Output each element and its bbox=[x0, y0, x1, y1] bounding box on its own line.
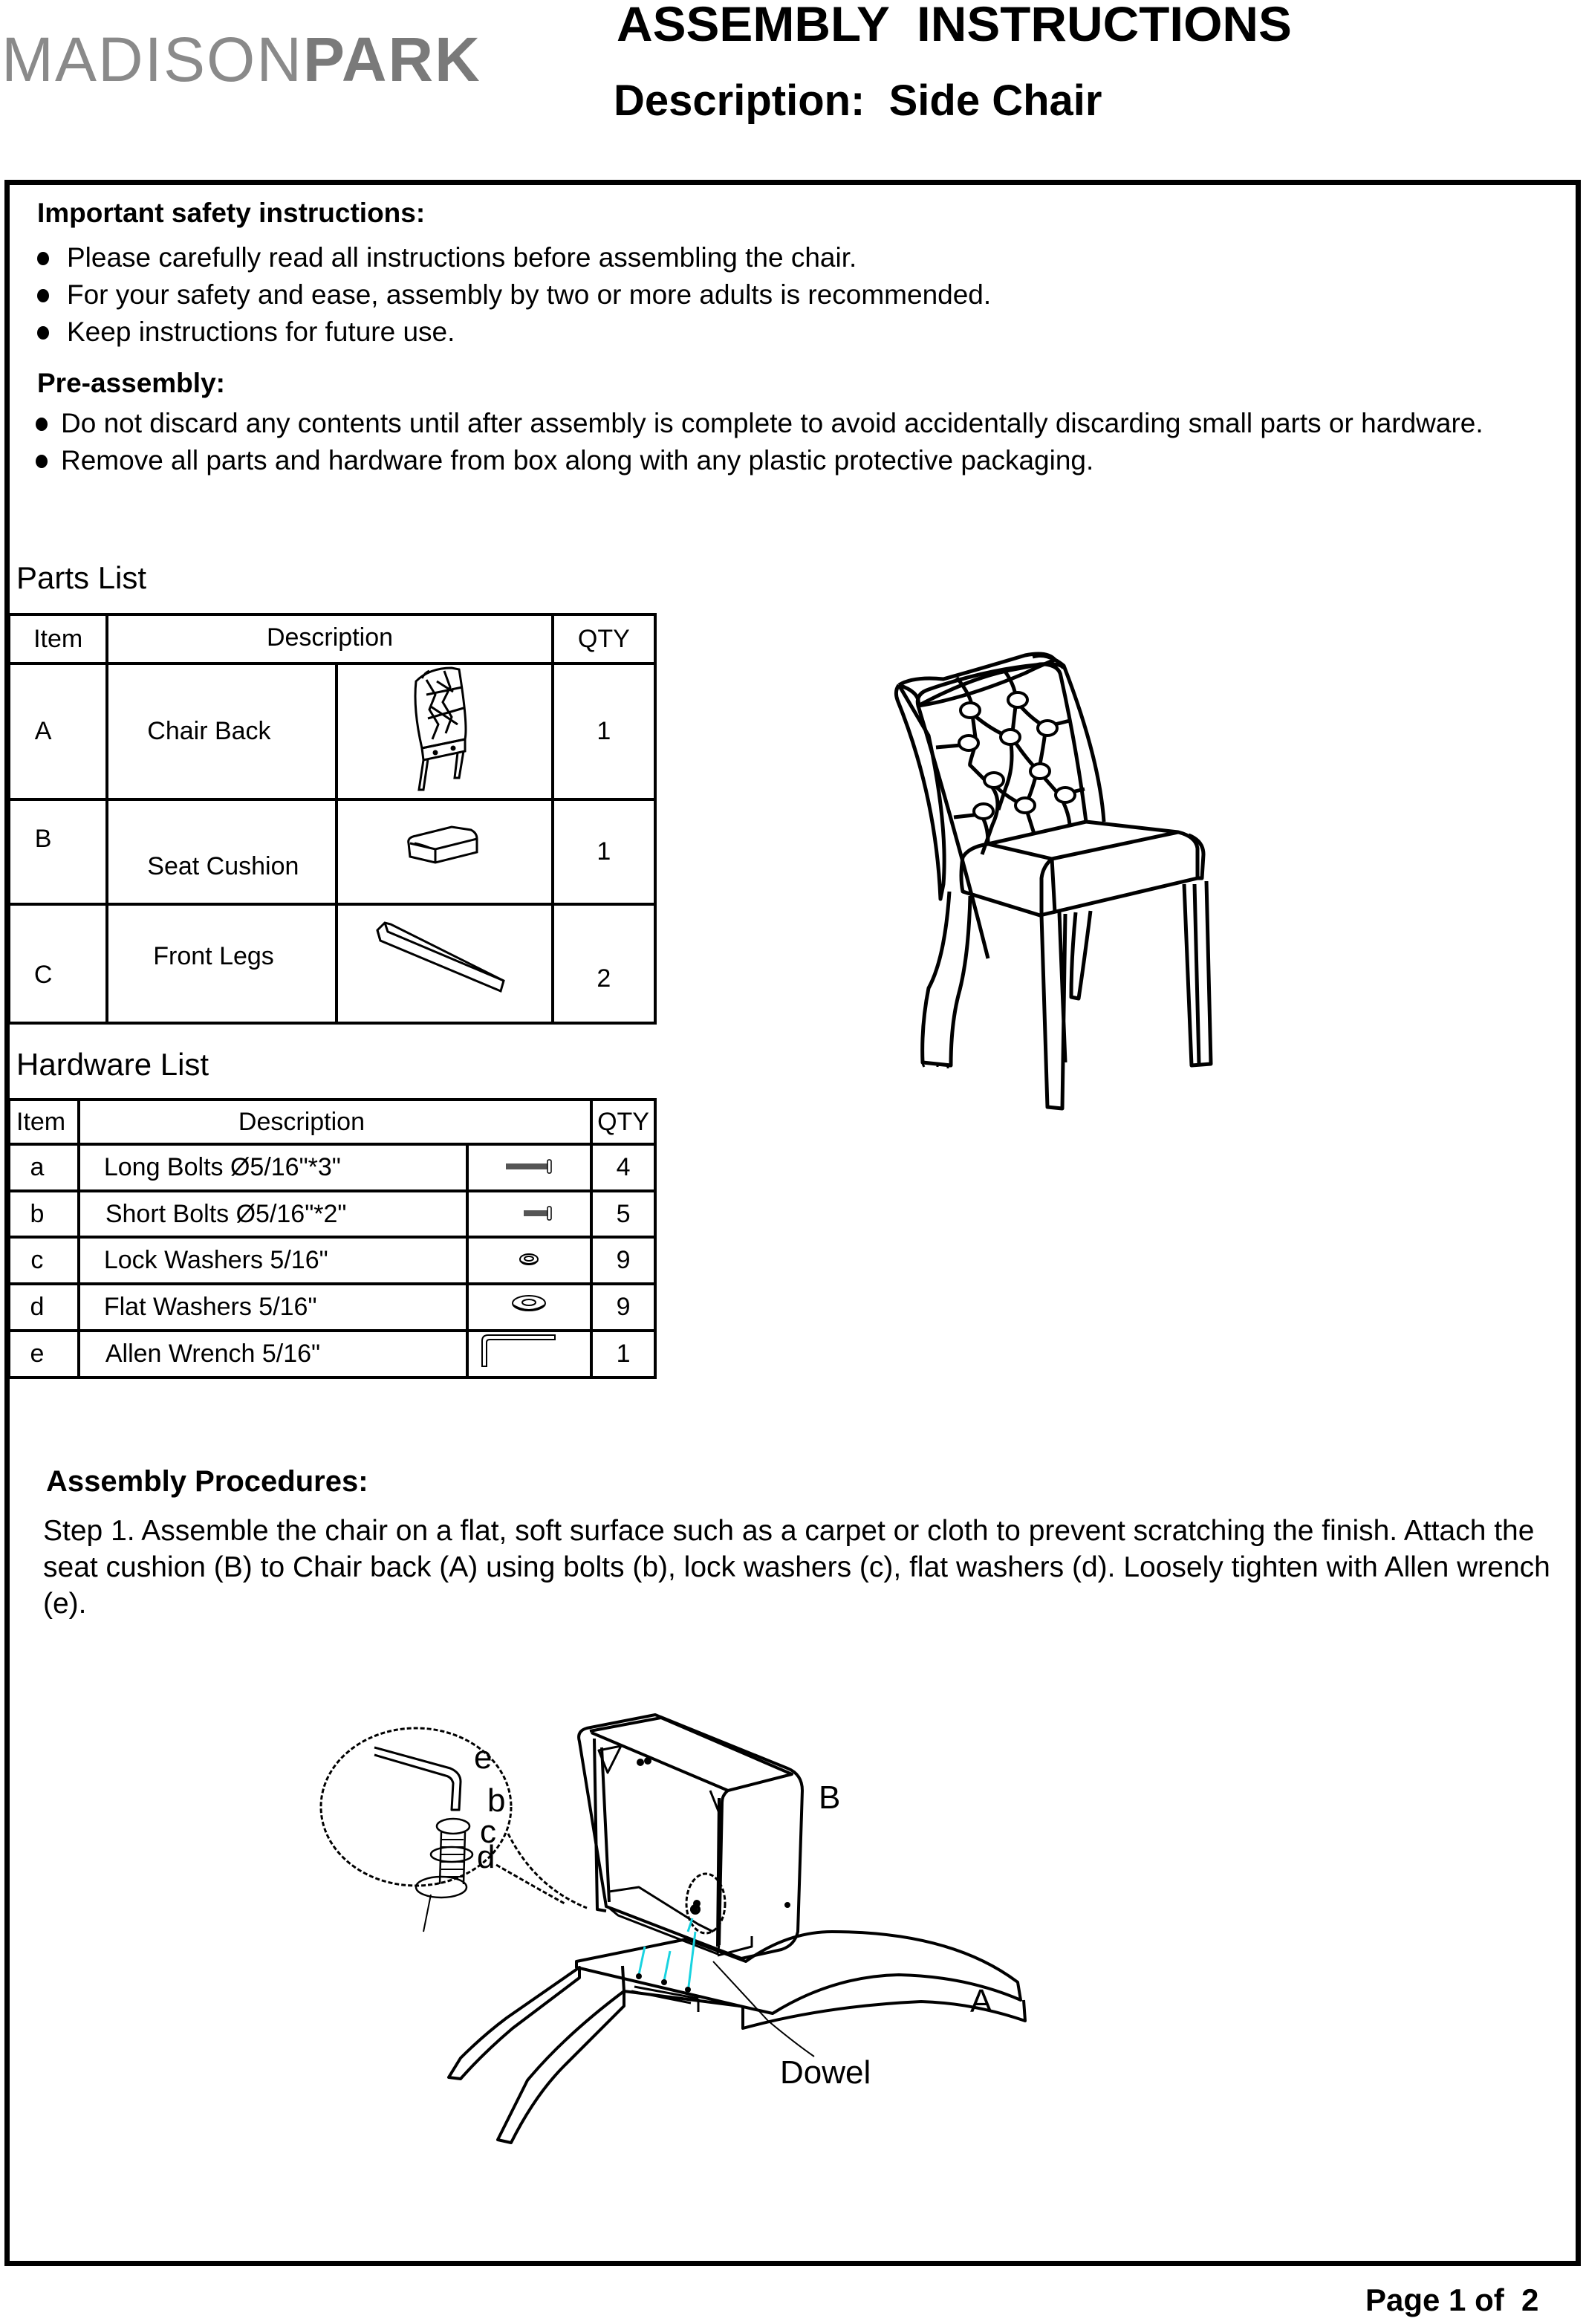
header-qty: QTY bbox=[591, 1100, 655, 1144]
label-c: c bbox=[480, 1814, 496, 1850]
part-item: B bbox=[9, 799, 107, 904]
hardware-item: d bbox=[9, 1284, 79, 1331]
bullet-icon bbox=[37, 252, 49, 265]
hardware-qty: 9 bbox=[591, 1284, 655, 1331]
part-description: Chair Back bbox=[107, 663, 337, 799]
hardware-qty: 4 bbox=[591, 1144, 655, 1191]
parts-list-title: Parts List bbox=[16, 560, 147, 595]
parts-table-header bbox=[9, 614, 655, 663]
part-qty: 2 bbox=[553, 904, 655, 1023]
hardware-list-title: Hardware List bbox=[16, 1047, 209, 1082]
safety-item: Please carefully read all instructions before assembling the chair. bbox=[37, 239, 1449, 276]
part-item: C bbox=[9, 904, 107, 1023]
hardware-description: Short Bolts Ø5/16"*2" bbox=[79, 1191, 467, 1237]
header-item: Item bbox=[9, 1100, 79, 1144]
safety-item: For your safety and ease, assembly by two or more adults is recommended. bbox=[37, 276, 1449, 314]
table-row bbox=[9, 1191, 655, 1237]
table-row bbox=[9, 1284, 655, 1331]
hardware-item: a bbox=[9, 1144, 79, 1191]
part-description: Front Legs bbox=[107, 904, 337, 1023]
hardware-item: e bbox=[9, 1331, 79, 1377]
pre-assembly-list bbox=[36, 405, 1507, 479]
table-row bbox=[9, 799, 655, 904]
long-bolt-icon bbox=[467, 1144, 592, 1191]
bullet-icon bbox=[36, 418, 48, 431]
safety-item: Keep instructions for future use. bbox=[37, 314, 1449, 351]
hardware-table-header bbox=[9, 1100, 655, 1144]
hardware-qty: 1 bbox=[591, 1331, 655, 1377]
flat-washer-icon bbox=[467, 1284, 592, 1331]
part-description: Seat Cushion bbox=[107, 799, 337, 904]
assembly-diagram bbox=[312, 1709, 1092, 2199]
part-item: A bbox=[9, 663, 107, 799]
header-description: Description bbox=[79, 1100, 591, 1144]
safety-list bbox=[37, 239, 1449, 351]
table-row bbox=[9, 1144, 655, 1191]
brand-logo bbox=[1, 25, 481, 94]
label-B: B bbox=[819, 1779, 841, 1816]
header-qty: QTY bbox=[553, 614, 655, 663]
label-b: b bbox=[487, 1782, 506, 1819]
hardware-table bbox=[7, 1098, 657, 1379]
hardware-qty: 5 bbox=[591, 1191, 655, 1237]
hardware-item: b bbox=[9, 1191, 79, 1237]
pre-assembly-item: Do not discard any contents until after assembly is complete to avoid accidentally discarding small parts or hardware. bbox=[36, 405, 1507, 442]
procedures-heading: Assembly Procedures: bbox=[46, 1465, 368, 1498]
hardware-description: Long Bolts Ø5/16"*3" bbox=[79, 1144, 467, 1191]
document-title: ASSEMBLY INSTRUCTIONS bbox=[617, 0, 1292, 51]
pre-assembly-item: Remove all parts and hardware from box along with any plastic protective packaging. bbox=[36, 442, 1507, 479]
allen-wrench-detail bbox=[374, 1747, 461, 1810]
bullet-icon bbox=[37, 326, 49, 340]
parts-table bbox=[7, 613, 657, 1025]
table-row bbox=[9, 904, 655, 1023]
label-d: d bbox=[477, 1839, 495, 1875]
brand-logo-bold: PARK bbox=[303, 25, 481, 94]
hardware-description: Flat Washers 5/16" bbox=[79, 1284, 467, 1331]
page-number: Page 1 of 2 bbox=[1365, 2282, 1539, 2317]
hardware-qty: 9 bbox=[591, 1237, 655, 1284]
hardware-description: Allen Wrench 5/16" bbox=[79, 1331, 467, 1377]
allen-wrench-icon bbox=[467, 1331, 592, 1377]
lock-washer-icon bbox=[467, 1237, 592, 1284]
chair-illustration bbox=[877, 646, 1426, 1389]
part-qty: 1 bbox=[553, 663, 655, 799]
procedures-step-1: Step 1. Assemble the chair on a flat, soft surface such as a carpet or cloth to prevent scratching the finish. Attach the seat cushion (B) to Chair back (A) using bolts (b), lock washers (c), flat washers (d). Loosely tighten with Allen wrench (e). bbox=[43, 1515, 1550, 1620]
hardware-description: Lock Washers 5/16" bbox=[79, 1237, 467, 1284]
header-item: Item bbox=[9, 614, 107, 663]
brand-logo-light: MADISON bbox=[1, 25, 304, 94]
bullet-icon bbox=[36, 455, 48, 468]
short-bolt-icon bbox=[467, 1191, 592, 1237]
table-row bbox=[9, 1237, 655, 1284]
header-description: Description bbox=[107, 614, 552, 663]
label-A: A bbox=[970, 1983, 992, 2019]
seat-cushion-icon bbox=[337, 799, 553, 904]
part-qty: 1 bbox=[553, 799, 655, 904]
table-row bbox=[9, 663, 655, 799]
hardware-item: c bbox=[9, 1237, 79, 1284]
bullet-icon bbox=[37, 289, 49, 302]
label-dowel: Dowel bbox=[780, 2054, 871, 2091]
table-row bbox=[9, 1331, 655, 1377]
pre-assembly-heading: Pre-assembly: bbox=[37, 368, 225, 398]
chair-back-icon bbox=[337, 663, 553, 799]
document-description: Description: Side Chair bbox=[614, 77, 1102, 125]
label-e: e bbox=[474, 1739, 493, 1776]
safety-heading: Important safety instructions: bbox=[37, 198, 426, 228]
chair-back-a bbox=[576, 1932, 1021, 2013]
front-leg-icon bbox=[337, 904, 553, 1023]
